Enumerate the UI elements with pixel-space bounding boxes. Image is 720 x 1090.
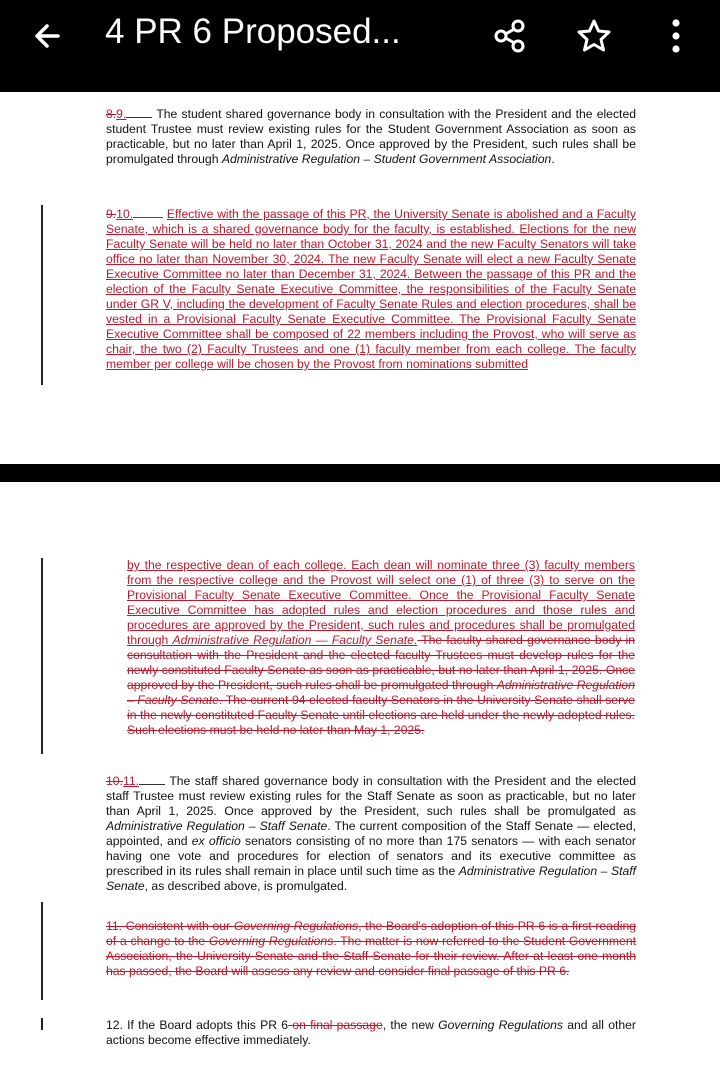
deleted-number: 10. (106, 774, 123, 788)
paragraph-12: 12. If the Board adopts this PR 6 on final passage, the new Governing Regulations and all other actions become effective immediately. (106, 1018, 636, 1047)
share-icon[interactable] (490, 16, 530, 56)
arrow-back-icon[interactable] (28, 16, 68, 56)
paragraph-10: 9.10. Effective with the passage of this PR, the University Senate is abolished and a Faculty Senate, which is a shared governance body for the faculty, is established. Elections for the new Faculty Senate will be held no later than October 31, 2024 and the new Faculty Senators will take office no later than November 30, 2024. The new Faculty Senate will elect a new Faculty Senate Executive Committee no later than December 31, 2024. Between the passage of this PR and the election of the Faculty Senate Executive Committee, the responsibilities of the Faculty Senate under GR V, including the development of Faculty Senate Rules and election procedures, shall be vested in a Provisional Faculty Senate Executive Committee. The Provisional Faculty Senate Executive Committee shall be composed of 22 members including the Provost, who will serve as chair, the two (2) Faculty Trustees and one (1) faculty member from each college. The faculty member per college will be chosen by the Provost from nominations submitted (106, 207, 636, 371)
change-bar (41, 558, 43, 754)
star-icon[interactable] (574, 16, 614, 56)
page-divider (0, 464, 720, 482)
deleted-number: 9. (106, 207, 117, 221)
paragraph-9: 8.9. The student shared governance body in consultation with the President and the elected student Trustee must review existing rules for the Student Government Association as soon as practicable, but no later than April 1, 2025. Once approved by the President, such rules shall be promulgated through Administrative Regulation – Student Government Association. (106, 107, 636, 166)
document-page-1 (0, 92, 720, 464)
deleted-number: 8. (106, 107, 117, 121)
inserted-number: 11. (122, 774, 139, 788)
inserted-number: 9. (116, 107, 127, 121)
paragraph-11: 10.11. The staff shared governance body in consultation with the President and the elected staff Trustee must review existing rules for the Staff Senate as soon as practicable, but no later than April 1, 2025. Once approved by the President, such rules shall be promulgated as Administrative Regulation – Staff Senate. The current composition of the Staff Senate — elected, appointed, and ex officio senators consisting of no more than 175 senators — with each senator having one vote and procedures for election of senators and its executive committee as prescribed in its rules shall remain in place until such time as the Administrative Regulation – Staff Senate, as described above, is promulgated. (106, 774, 637, 893)
app-bar (0, 0, 720, 92)
change-bar (41, 205, 43, 385)
change-bar (41, 1018, 43, 1030)
paragraph-10-continued: by the respective dean of each college. Each dean will nominate three (3) faculty members from the respective college and the Provost will select one (1) of three (3) to serve on the Provisional Faculty Senate Executive Committee. Once the Provisional Faculty Senate Executive Committee has adopted rules and election procedures and those rules and procedures are approved by the President, such rules and procedures shall be promulgated through Administrative Regulation — Faculty Senate. The faculty shared governance body in consultation with the President and the elected faculty Trustees must develop rules for the newly constituted Faculty Senate as soon as practicable, but no later than April 1, 2025. Once approved by the President, such rules shall be promulgated through Administrative Regulation – Faculty Senate. The current 94 elected faculty Senators in the University Senate shall serve in the newly constituted Faculty Senate until elections are held under the newly adopted rules. Such elections must be held no later than May 1, 2025. (127, 558, 635, 737)
inserted-number: 10. (116, 207, 134, 221)
document-page-2 (0, 482, 720, 1090)
document-title: 4 PR 6 Proposed... (105, 12, 401, 51)
paragraph-11-deleted: 11. Consistent with our Governing Regulations, the Board's adoption of this PR 6 is a first reading of a change to the Governing Regulations. The matter is now referred to the Student Government Association, the University Senate and the Staff Senate for their review. After at least one month has passed, the Board will assess any review and consider final passage of this PR 6. (106, 919, 636, 978)
change-bar (41, 902, 43, 1000)
more-vert-icon[interactable] (656, 14, 696, 58)
